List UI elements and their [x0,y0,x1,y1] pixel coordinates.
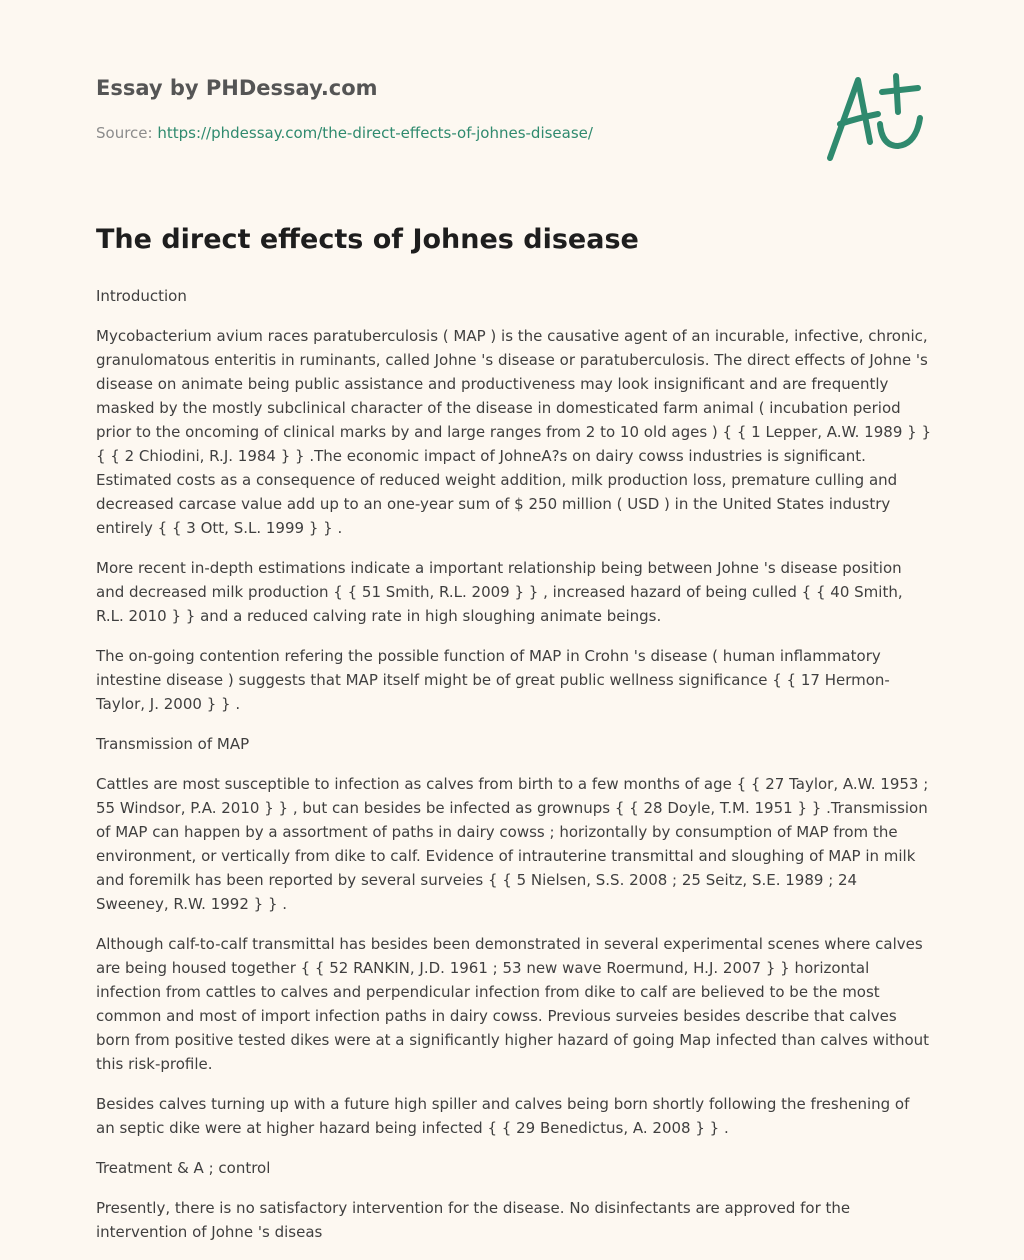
source-line [96,124,593,142]
paragraph: Mycobacterium avium races paratuberculosis ( MAP ) is the causative agent of an incurable, infective, chronic, granulomatous enteritis in ruminants, called Johne 's disease or paratuberculosis. The direct effects of Johne 's disease on animate being public assistance and productiveness may look insignificant and are frequently masked by the mostly subclinical character of the disease in domesticated farm animal ( incubation period prior to the oncoming of clinical marks by and large ranges from 2 to 10 old ages ) { { 1 Lepper, A.W. 1989 } } { { 2 Chiodini, R.J. 1984 } } .The economic impact of JohneA?s on dairy cowss industries is significant. Estimated costs as a consequence of reduced weight addition, milk production loss, premature culling and decreased carcase value add up to an one-year sum of $ 250 million ( USD ) in the United States industry entirely { { 3 Ott, S.L. 1999 } } . [96,327,931,537]
article-title: The direct effects of Johnes disease [96,224,639,255]
site-brand: Essay by PHDessay.com [96,76,378,100]
section-heading: Introduction [96,287,187,305]
paragraph: More recent in-depth estimations indicate a important relationship being between Johne 's disease position and decreased milk production { { 51 Smith, R.L. 2009 } } , increased hazard of being culled { { 40 Smith, R.L. 2010 } } and a reduced calving rate in high sloughing animate beings. [96,559,903,625]
section-heading: Treatment & A ; control [96,1159,271,1177]
article-body [96,284,932,1260]
section-heading: Transmission of MAP [96,735,250,753]
paragraph: The on-going contention refering the possible function of MAP in Crohn 's disease ( human inflammatory intestine disease ) suggests that MAP itself might be of great public wellness significance { { 17 Hermon-Taylor, J. 2000 } } . [96,647,890,713]
paragraph: Cattles are most susceptible to infection as calves from birth to a few months of age { { 27 Taylor, A.W. 1953 ; 55 Windsor, P.A. 2010 } } , but can besides be infected as grownups { { 28 Doyle, T.M. 1951 } } .Transmission of MAP can happen by a assortment of paths in dairy cowss ; horizontally by consumption of MAP from the environment, or vertically from dike to calf. Evidence of intrauterine transmittal and sloughing of MAP in milk and foremilk has been reported by several surveies { { 5 Nielsen, S.S. 2008 ; 25 Seitz, S.E. 1989 ; 24 Sweeney, R.W. 1992 } } . [96,775,929,913]
source-link[interactable]: https://phdessay.com/the-direct-effects-of-johnes-disease/ [157,124,593,142]
a-plus-logo-icon [818,66,928,166]
source-label: Source: [96,124,158,142]
paragraph: Although calf-to-calf transmittal has besides been demonstrated in several experimental scenes where calves are being housed together { { 52 RANKIN, J.D. 1961 ; 53 new wave Roermund, H.J. 2007 } } horizontal infection from cattles to calves and perpendicular infection from dike to calf are believed to be the most common and most of import infection paths in dairy cowss. Previous surveies besides describe that calves born from positive tested dikes were at a significantly higher hazard of going Map infected than calves without this risk-profile. [96,935,930,1073]
paragraph: Presently, there is no satisfactory intervention for the disease. No disinfectants are approved for the intervention of Johne 's diseas [96,1199,851,1241]
paragraph: Besides calves turning up with a future high spiller and calves being born shortly following the freshening of an septic dike were at higher hazard being infected { { 29 Benedictus, A. 2008 } } . [96,1095,910,1137]
